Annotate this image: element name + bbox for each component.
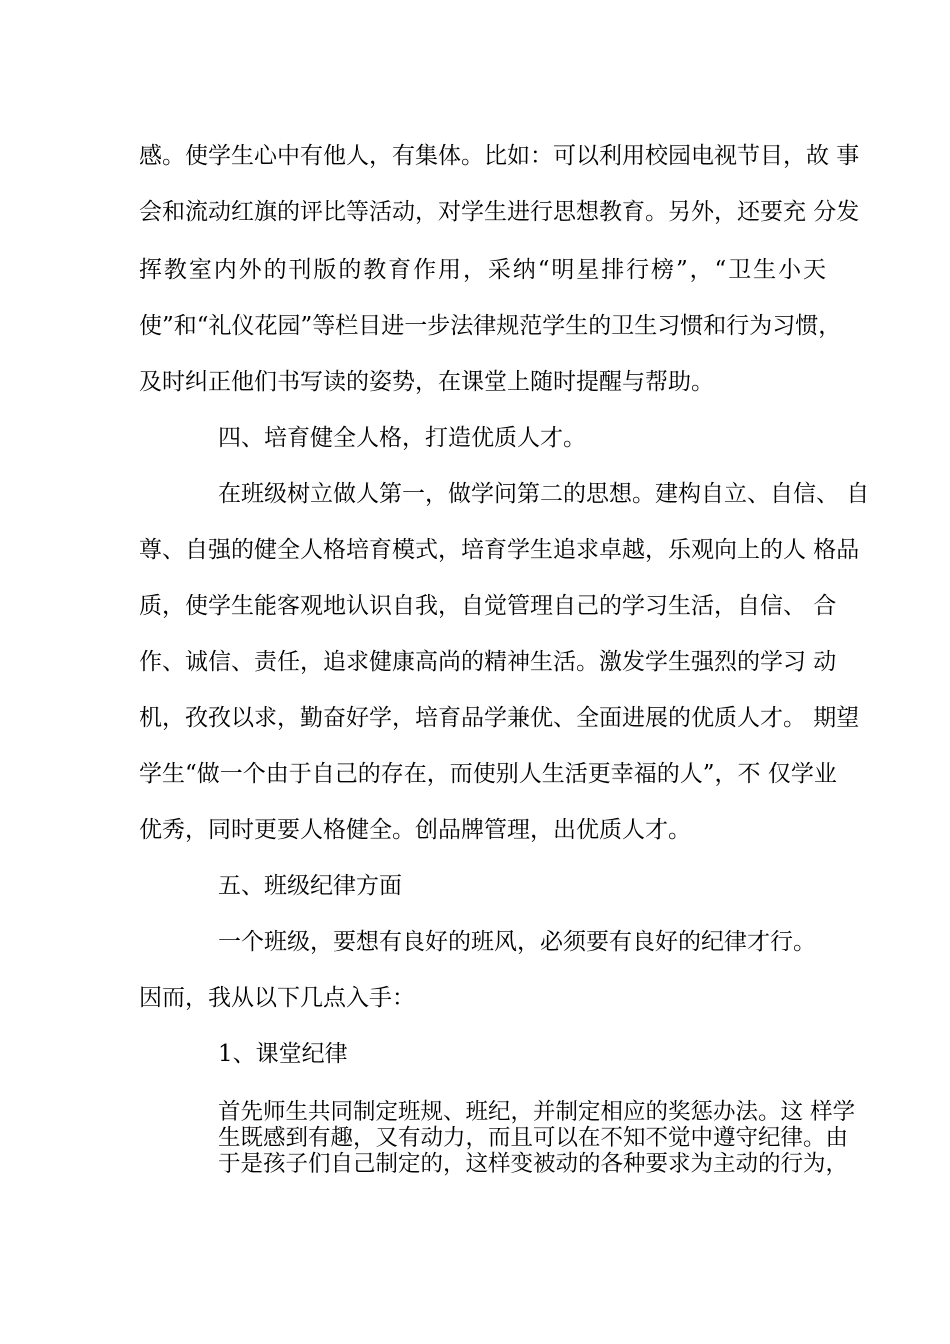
paragraph-line-9: 质，使学生能客观地认识自我，自觉管理自己的学习生活，自信、 合 (139, 593, 837, 619)
paragraph-line-5: 及时纠正他们书写读的姿势，在课堂上随时提醒与帮助。 (139, 369, 714, 395)
paragraph-line-15: 一个班级，要想有良好的班风，必须要有良好的纪律才行。 (218, 929, 816, 955)
paragraph-line-4: 使”和“礼仪花园”等栏目进一步法律规范学生的卫生习惯和行为习惯， (139, 313, 842, 339)
paragraph-line-10: 作、诚信、责任，追求健康高尚的精神生活。激发学生强烈的学习 动 (139, 649, 837, 675)
subsection-heading-1: 1、课堂纪律 (218, 1041, 348, 1067)
section-heading-4: 四、培育健全人格，打造优质人才。 (218, 425, 586, 451)
paragraph-line-7: 在班级树立做人第一，做学问第二的思想。建构自立、自信、 自 (218, 481, 870, 507)
paragraph-line-20: 于是孩子们自己制定的，这样变被动的各种要求为主动的行为， (218, 1151, 849, 1177)
paragraph-line-16: 因而，我从以下几点入手： (139, 985, 415, 1011)
section-heading-5: 五、班级纪律方面 (218, 873, 402, 899)
paragraph-line-18: 首先师生共同制定班规、班纪，并制定相应的奖惩办法。这 样学 (218, 1099, 856, 1125)
paragraph-line-11: 机，孜孜以求，勤奋好学，培育品学兼优、全面进展的优质人才。 期望 (139, 705, 860, 731)
paragraph-line-13: 优秀，同时更要人格健全。创品牌管理，出优质人才。 (139, 817, 691, 843)
paragraph-line-1: 感。使学生心中有他人，有集体。比如：可以利用校园电视节目，故 事 (139, 143, 860, 169)
paragraph-line-8: 尊、自强的健全人格培育模式，培育学生追求卓越，乐观向上的人 格品 (139, 537, 860, 563)
paragraph-line-3: 挥教室内外的刊版的教育作用，采纳“明星排行榜”，“卫生小天 (139, 257, 826, 283)
paragraph-line-19: 生既感到有趣，又有动力，而且可以在不知不觉中遵守纪律。由 (218, 1125, 849, 1151)
paragraph-line-12: 学生“做一个由于自己的存在，而使别人生活更幸福的人”，不 仅学业 (139, 761, 837, 787)
paragraph-line-2: 会和流动红旗的评比等活动，对学生进行思想教育。另外，还要充 分发 (139, 199, 860, 225)
